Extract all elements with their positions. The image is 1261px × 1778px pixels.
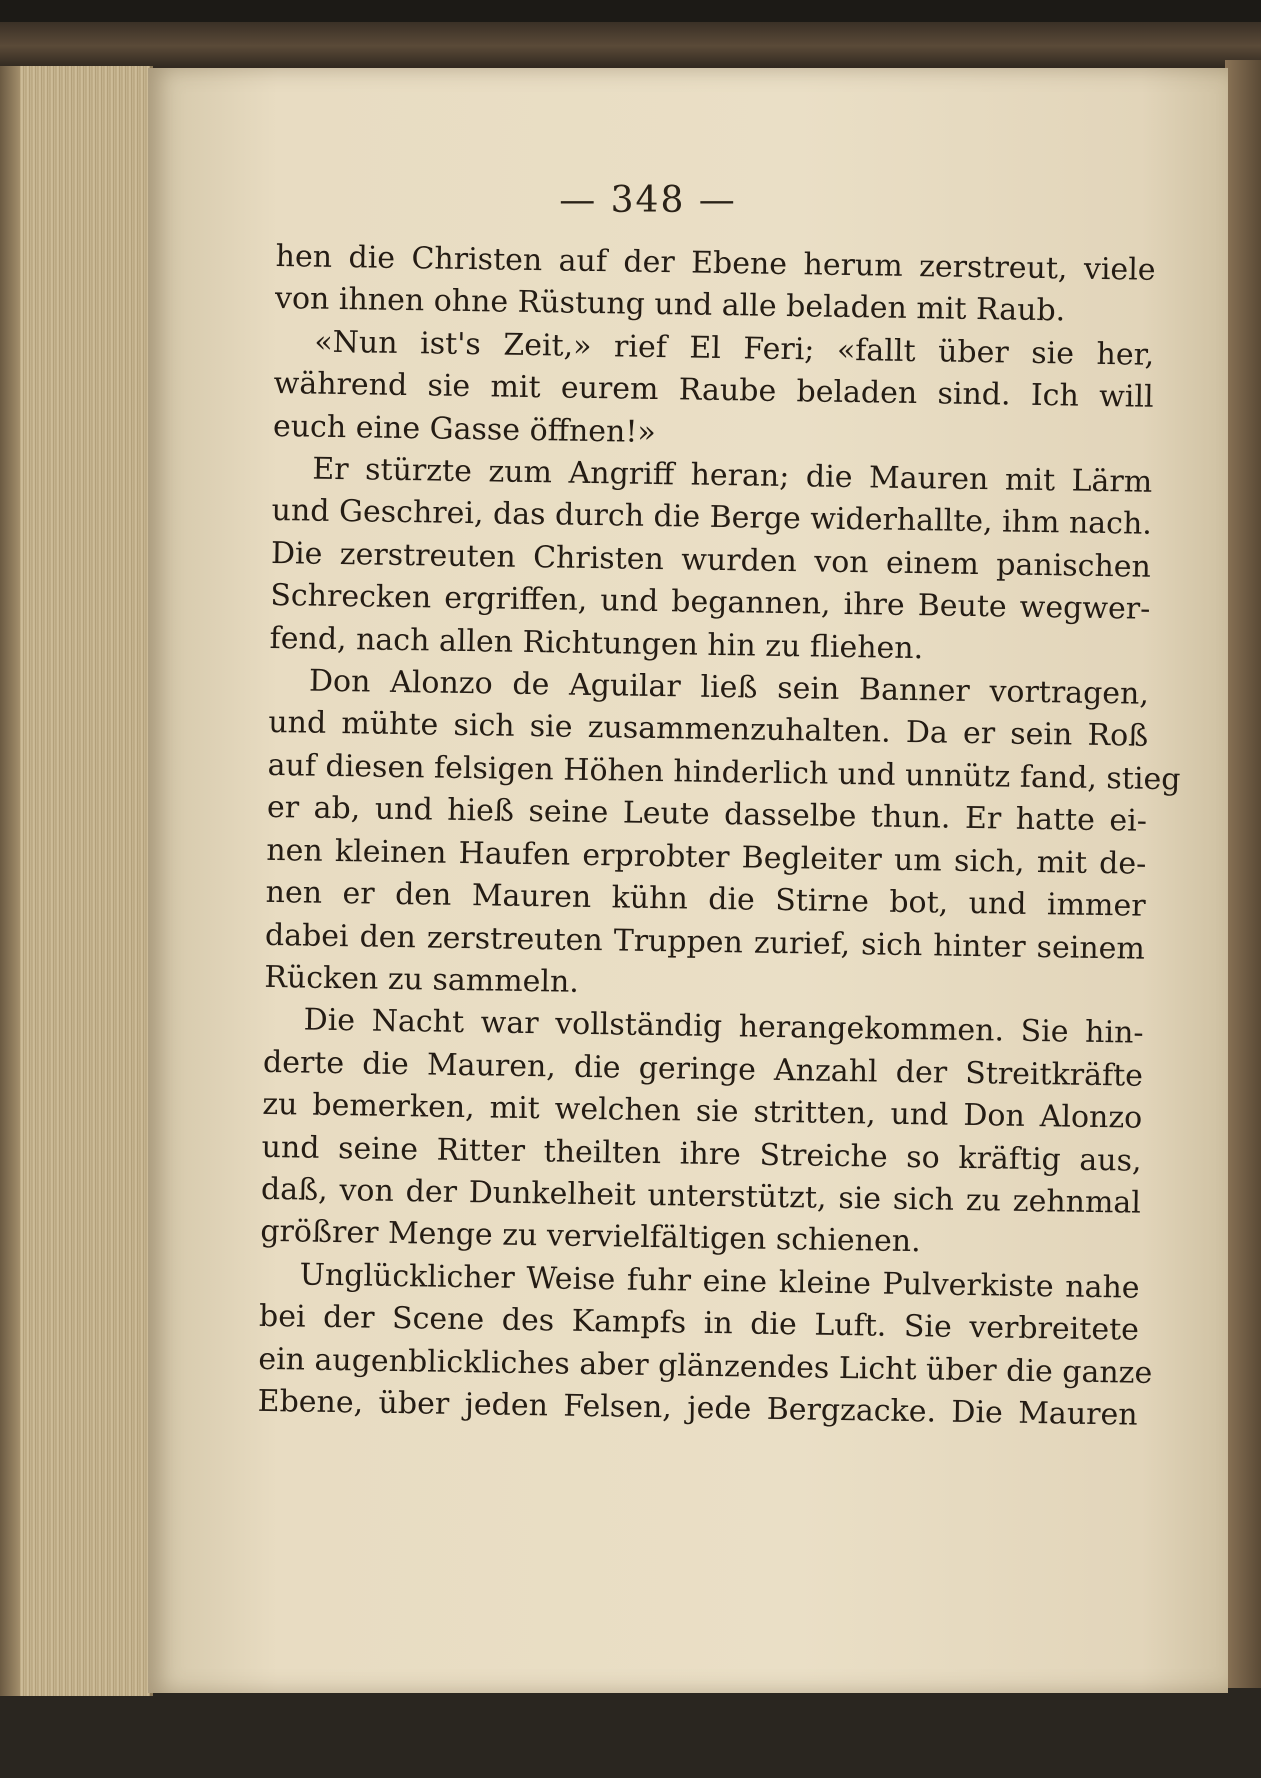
text-line: Ebene, über jeden Felsen, jede Bergzacke. Die Mauren <box>257 1383 1138 1433</box>
text-line: fend, nach allen Richtungen hin zu fliehen. <box>269 620 924 666</box>
text-line: Rücken zu sammeln. <box>264 959 580 1000</box>
text-line: Don Alonzo de Aguilar ließ sein Banner vortragen, <box>308 663 1150 712</box>
book-cover-top <box>0 22 1261 70</box>
text-line: während sie mit eurem Raube beladen sind. Ich will <box>273 366 1154 416</box>
text-line: euch eine Gasse öffnen!» <box>272 408 657 450</box>
book-page <box>148 68 1228 1693</box>
page-edges <box>0 66 153 1696</box>
text-line: auf diesen felsigen Höhen hinderlich und unnütz fand, stieg <box>267 747 1181 798</box>
text-line: dabei den zerstreuten Truppen zurief, sich hinter seinem <box>264 917 1146 967</box>
text-line: daß, von der Dunkelheit unterstützt, sie sich zu zehnmal <box>260 1171 1142 1221</box>
page-text <box>257 236 1181 1437</box>
text-line: zu bemerken, mit welchen sie stritten, und Don Alonzo <box>262 1087 1143 1136</box>
text-line: und Geschrei, das durch die Berge widerhallte, ihm nach. <box>271 493 1153 543</box>
text-line: und mühte sich sie zusammenzuhalten. Da er sein Roß <box>268 705 1149 755</box>
text-line: Schrecken ergriffen, und begannen, ihre Beute wegwer- <box>270 578 1151 628</box>
text-line: und seine Ritter theilten ihre Streiche so kräftig aus, <box>261 1129 1142 1179</box>
text-line: hen die Christen auf der Ebene herum zerstreut, viele <box>275 238 1156 288</box>
book-cover-bottom <box>0 1688 1261 1778</box>
text-line: derte die Mauren, die geringe Anzahl der Streitkräfte <box>262 1044 1144 1094</box>
book-cover-right <box>1225 60 1261 1700</box>
text-line: ein augenblickliches aber glänzendes Licht über die ganze <box>258 1341 1153 1391</box>
text-line: er ab, und hieß seine Leute dasselbe thun. Er hatte ei- <box>266 790 1148 840</box>
text-line: Die Nacht war vollständig herangekommen. Sie hin- <box>303 1002 1144 1052</box>
text-line: größrer Menge zu vervielfältigen schienen. <box>260 1214 921 1260</box>
text-line: «Nun ist's Zeit,» rief El Feri; «fallt über sie her, <box>314 324 1155 373</box>
text-line: bei der Scene des Kampfs in die Luft. Sie verbreitete <box>258 1299 1140 1348</box>
text-line: nen er den Mauren kühn die Stirne bot, und immer <box>265 875 1146 924</box>
text-line: nen kleinen Haufen erprobter Begleiter um sich, mit de- <box>266 832 1147 882</box>
text-line: Er stürzte zum Angriff heran; die Mauren mit Lärm <box>312 451 1153 500</box>
text-line: Unglücklicher Weise fuhr eine kleine Pulverkiste nahe <box>299 1257 1140 1306</box>
page-number: — 348 — <box>559 180 737 221</box>
text-line: Die zerstreuten Christen wurden von einem panischen <box>270 535 1152 585</box>
text-line: von ihnen ohne Rüstung und alle beladen mit Raub. <box>274 281 1066 329</box>
